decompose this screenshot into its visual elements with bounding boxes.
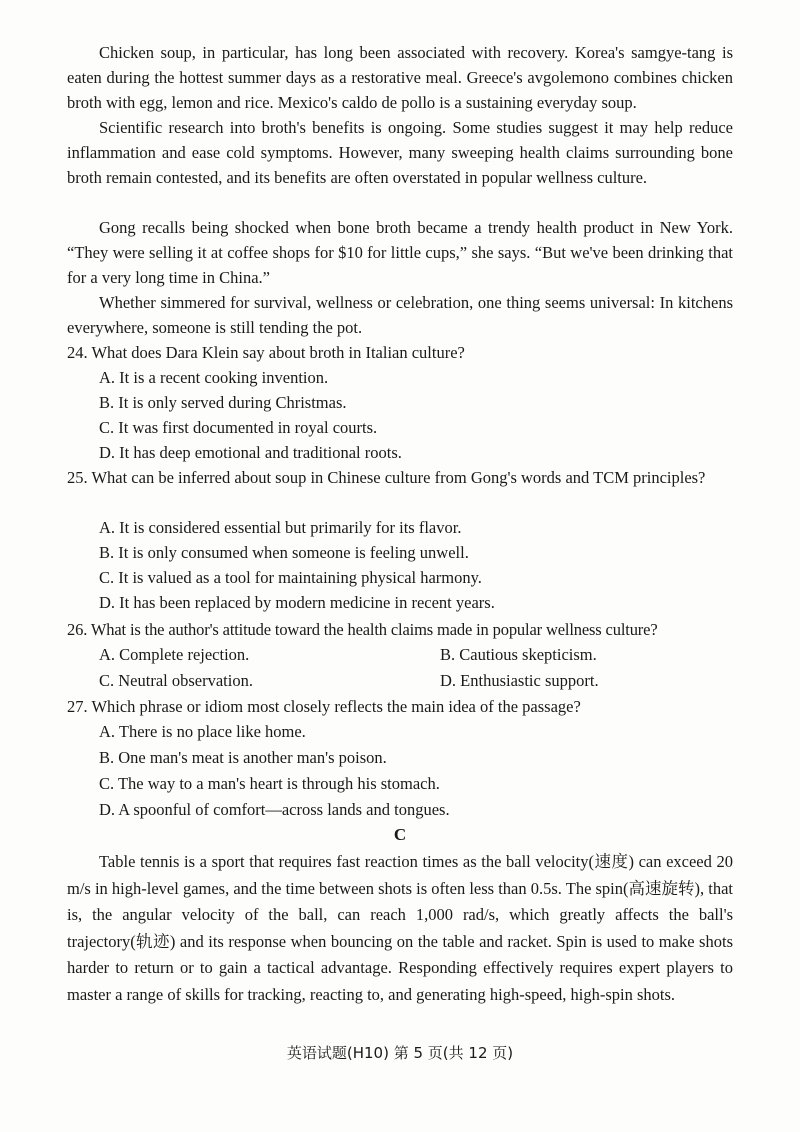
question-27-stem: 27. Which phrase or idiom most closely reflects the main idea of the passage? xyxy=(67,697,581,716)
question-26-option-a: A. Complete rejection. xyxy=(99,645,250,664)
question-24-stem: 24. What does Dara Klein say about broth in Italian culture? xyxy=(67,343,465,362)
passage-paragraph: Gong recalls being shocked when bone broth became a trendy health product in New York. “They were selling it at coffee shops for $10 for little cups,” she says. “But we've been drinking that for a very long time in China.” xyxy=(67,218,733,287)
question-26-option-d: D. Enthusiastic support. xyxy=(440,671,599,690)
passage-paragraph: Chicken soup, in particular, has long been associated with recovery. Korea's samgye-tang is eaten during the hottest summer days as a restorative meal. Greece's avgolemono combines chicken broth with egg, lemon and rice. Mexico's caldo de pollo is a sustaining everyday soup. xyxy=(67,43,733,112)
question-25-option-c: C. It is valued as a tool for maintaining physical harmony. xyxy=(99,568,482,587)
question-27-option-c: C. The way to a man's heart is through his stomach. xyxy=(99,774,440,793)
question-24-option-a: A. It is a recent cooking invention. xyxy=(99,368,329,387)
question-27-option-d: D. A spoonful of comfort—across lands and tongues. xyxy=(99,800,450,819)
question-27-option-b: B. One man's meat is another man's poison. xyxy=(99,748,387,767)
question-24-option-c: C. It was first documented in royal courts. xyxy=(99,418,378,437)
passage-paragraph: Whether simmered for survival, wellness or celebration, one thing seems universal: In kitchens everywhere, someone is still tending the pot. xyxy=(67,293,733,337)
question-26-option-c: C. Neutral observation. xyxy=(99,671,253,690)
passage-paragraph: Table tennis is a sport that requires fast reaction times as the ball velocity(速度) can exceed 20 m/s in high-level games, and the time between shots is often less than 0.5s. The spin(高速旋转), that is, the angular velocity of the ball, can reach 1,000 rad/s, which greatly affects the ball's trajectory(轨迹) and its response when bouncing on the table and racket. Spin is used to make shots harder to return or to gain a tactical advantage. Responding effectively requires expert players to master a range of skills for tracking, reacting to, and generating high-speed, high-spin shots. xyxy=(67,852,734,1004)
question-24-option-b: B. It is only served during Christmas. xyxy=(99,393,347,412)
question-25-option-a: A. It is considered essential but primarily for its flavor. xyxy=(99,518,462,537)
question-27-option-a: A. There is no place like home. xyxy=(99,722,306,741)
page-footer: 英语试题(H10) 第 5 页(共 12 页) xyxy=(286,1044,514,1062)
passage-paragraph: Scientific research into broth's benefits is ongoing. Some studies suggest it may help reduce inflammation and ease cold symptoms. However, many sweeping health claims surrounding bone broth remain contested, and its benefits are often overstated in popular wellness culture. xyxy=(67,118,733,187)
question-26-stem: 26. What is the author's attitude toward the health claims made in popular wellness culture? xyxy=(67,620,658,639)
question-24-option-d: D. It has deep emotional and traditional roots. xyxy=(99,443,402,462)
section-heading: C xyxy=(393,825,407,844)
question-25-option-d: D. It has been replaced by modern medicine in recent years. xyxy=(99,593,495,612)
question-26-option-b: B. Cautious skepticism. xyxy=(440,645,597,664)
question-25-stem: 25. What can be inferred about soup in Chinese culture from Gong's words and TCM principles? xyxy=(67,468,706,487)
question-25-option-b: B. It is only consumed when someone is feeling unwell. xyxy=(99,543,469,562)
